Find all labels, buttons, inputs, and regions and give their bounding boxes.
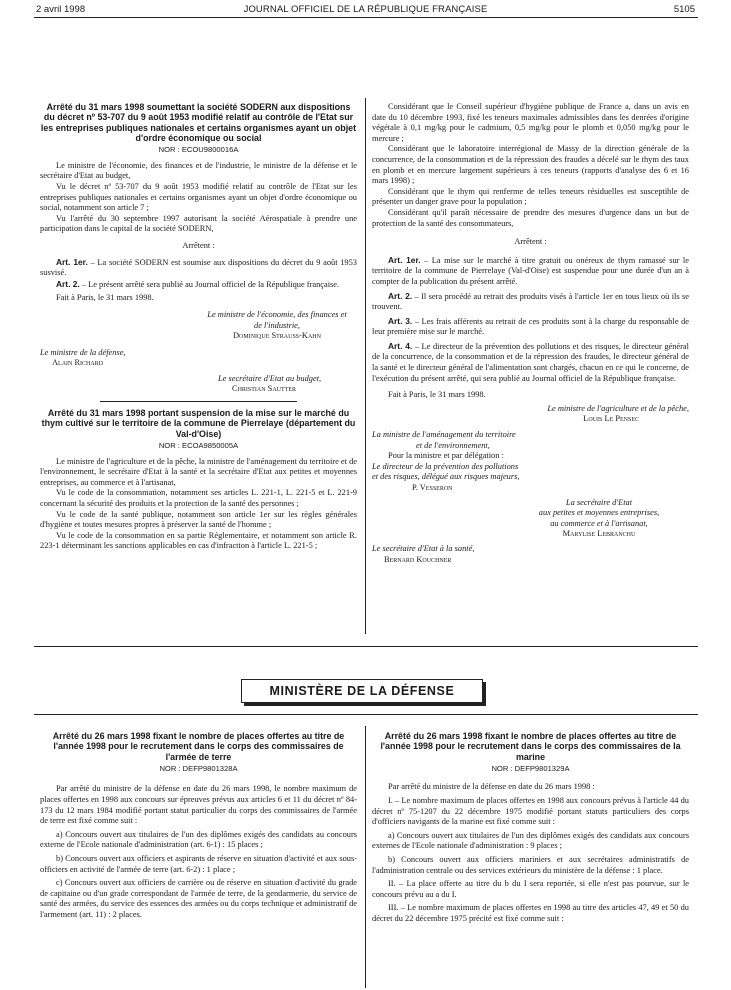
decree-marine [372,731,689,925]
signature-name: P. Vesseron [412,483,453,492]
paragraph: Considérant qu'il paraît nécessaire de prendre des mesures d'urgence dans un but de protection de la santé des consommateurs, [372,207,689,228]
article-label: Art. 4. [388,340,413,351]
article-2 [372,291,689,313]
signature-block [40,310,357,342]
article-label: Art. 3. [388,315,413,326]
article-text: – La mise sur le marché à titre gratuit ou onéreux de thym ramassé sur le territoire de la commune de Pierrelaye (Val-d'Oise) est suspendue pour une durée d'un an à compter de la publication du présent arrêté. [372,255,689,286]
nor-reference: NOR : ECOU9800016A [158,145,239,155]
arretent-heading: Arrêtent : [514,237,547,247]
separator [100,401,297,402]
signature-block [40,374,357,395]
signature-name: Bernard Kouchner [384,554,452,564]
column-divider-bottom [365,726,366,988]
signature-role: au commerce et à l'artisanat, [550,518,648,528]
signature-role: et des risques, délégué aux risques majeurs, [372,472,520,482]
paragraph: Vu le décret nº 53-707 du 9 août 1953 modifié relatif au contrôle de l'Etat sur les entreprises publiques nationales et certains organismes ayant un objet d'ordre économique ou social, notamment son article 7 ; [40,181,357,213]
paragraph: Vu le code de la consommation en sa partie Réglementaire, et notamment son article R. 223-1 déterminant les sanctions applicables en cas d'infraction à l'article L. 221-5 ; [40,530,357,551]
decree-title: Arrêté du 31 mars 1998 soumettant la société SODERN aux dispositions du décret nº 53-707 du 9 août 1953 modifié relatif au contrôle de l'Etat sur les entreprises publiques nationales et certains organismes ayant un objet d'ordre économique ou social [40,102,357,143]
paragraph: a) Concours ouvert aux titulaires de l'un des diplômes exigés des candidats aux concours externes de l'Ecole nationale d'administration : 9 places ; [372,830,689,851]
fait-a-paris: Fait à Paris, le 31 mars 1998. [56,293,154,303]
paragraph: Le ministre de l'agriculture et de la pêche, la ministre de l'aménagement du territoire et de l'environnement, le secrétaire d'Etat à la santé et la secrétaire d'Etat aux petites et moyennes entreprises, au commerce et à l'artisanat, [40,456,357,487]
right-column-top [372,102,689,565]
signature-role: Le secrétaire d'Etat à la santé, [372,543,475,553]
paragraph: Par arrêté du ministre de la défense en date du 26 mars 1998 : [388,782,595,792]
paragraph: Considérant que le thym qui renferme de telles teneurs résiduelles est susceptible de présenter un danger grave pour la population ; [372,186,689,207]
signature-role: Le ministre de l'agriculture et de la pêche, [547,403,689,413]
signature-role: Le ministre de la défense, [40,347,126,357]
article-text: – La société SODERN est soumise aux dispositions du décret du 9 août 1953 susvisé. [40,257,357,278]
signature-role: aux petites et moyennes entreprises, [538,508,660,518]
section-rule [34,646,698,647]
signature-name: Alain Richard [52,358,104,368]
article-text: – Les frais afférents au retrait de ces produits sont à la charge du responsable de leur première mise sur le marché. [372,316,689,337]
signature-role: et de l'environnement, [416,440,490,450]
nor-reference: NOR : DEFP9801329A [491,763,570,773]
header-rule [34,17,698,18]
article-1 [40,257,357,279]
paragraph: Le ministre de l'économie, des finances et de l'industrie, le ministre de la défense et le secrétaire d'Etat au budget, [40,160,357,181]
signature-block [372,544,689,565]
paragraph: b) Concours ouvert aux officiers et aspirants de réserve en situation d'activité et aux sous-officiers en activité de l'armée de terre (art. 6-2) : 1 place ; [40,854,357,874]
ministry-banner: MINISTÈRE DE LA DÉFENSE [241,679,483,703]
decree-thym [40,408,357,552]
paragraph: II. – La place offerte au titre du b du I sera reportée, si elle n'est pas pourvue, sur le concours prévu au a du I. [372,879,689,899]
fait-a-paris: Fait à Paris, le 31 mars 1998. [388,390,486,400]
paragraph: Vu l'arrêté du 30 septembre 1997 autorisant la société Aérospatiale à prendre une participation dans le capital de la société SODERN, [40,213,357,234]
signature-name: Louis Le Pensec [583,414,639,424]
paragraph: Considérant que le Conseil supérieur d'hygiène publique de France a, dans un avis en date du 10 décembre 1993, fixé les teneurs maximales admissibles dans les denrées d'origine végétale à 0,1 mg/kg pour le cadmium, 0,5 mg/kg pour le plomb et 0,050 mg/kg pour le mercure ; [372,102,689,143]
article-label: Art. 2. [388,290,413,301]
paragraph: III. – Le nombre maximum de places offertes en 1998 au titre des articles 47, 49 et 50 du décret du 22 décembre 1975 précité est fixé comme suit : [372,903,689,924]
paragraph: I. – Le nombre maximum de places offertes en 1998 aux concours prévus à l'article 44 du décret nº 75-1207 du 22 décembre 1975 modifié portant statuts particuliers des corps d'officiers navigants de la marine est fixé comme suit : [372,796,689,827]
paragraph: c) Concours ouvert aux officiers de carrière ou de réserve en situation d'activité du grade de capitaine ou d'un grade correspondant de l'armée de terre, de la gendarmerie, du service de santé des armées, du service des essences des armées ou du corps technique et administratif de l'armement (art. 11) : 2 places. [40,878,357,920]
paragraph: b) Concours ouvert aux officiers mariniers et aux secrétaires administratifs de l'administration centrale ou des services extérieurs du ministère de la défense : 1 place. [372,855,689,875]
article-2 [40,279,357,291]
signature-role: La secrétaire d'Etat [565,497,633,507]
section-rule [34,714,698,715]
left-column-top [40,102,357,552]
signature-block [372,404,689,425]
decree-armee-de-terre [40,731,357,921]
signature-block [40,348,357,369]
signature-name: Christian Sautter [232,384,296,394]
nor-reference: NOR : DEFP9801328A [159,763,238,773]
delegation-line: Pour la ministre et par délégation : [388,451,504,461]
signature-role: Le ministre de l'économie, des finances et de l'industrie, [207,309,347,330]
decree-sodern [40,102,357,395]
issue-date: 2 avril 1998 [36,4,86,15]
paragraph: a) Concours ouvert aux titulaires de l'un des diplômes exigés des candidats au concours externe de l'Ecole nationale d'administration (art. 6-1) : 15 places ; [40,829,357,850]
nor-reference: NOR : ECOA9850005A [158,440,239,450]
decree-title: Arrêté du 31 mars 1998 portant suspension de la mise sur le marché du thym cultivé sur le territoire de la commune de Pierrelaye (département du Val-d'Oise) [41,408,356,439]
decree-title: Arrêté du 26 mars 1998 fixant le nombre de places offertes au titre de l'année 1998 pour le recrutement dans le corps des commissaires de l'armée de terre [52,731,345,762]
article-text: – Il sera procédé au retrait des produits visés à l'article 1er en tous lieux où ils se trouvent. [372,291,689,312]
article-4 [372,341,689,384]
signature-block [372,430,689,494]
decree-title: Arrêté du 26 mars 1998 fixant le nombre de places offertes au titre de l'année 1998 pour le recrutement dans le corps des commissaires de la marine [380,731,681,762]
article-text: – Le directeur de la prévention des pollutions et des risques, le directeur général de la concurrence, de la consommation et de la répression des fraudes, le directeur général de la santé et le directeur général de l'alimentation sont chargés, chacun en ce qui le concerne, de l'exécution du présent arrêté, qui sera publié au Journal officiel de la République française. [372,341,689,383]
signature-role: Le directeur de la prévention des pollutions [372,461,519,471]
article-text: – Le présent arrêté sera publié au Journal officiel de la République française. [79,279,340,289]
paragraph: Par arrêté du ministre de la défense en date du 26 mars 1998, le nombre maximum de places offertes en 1998 aux concours sur épreuves prévus aux articles 6 et 11 du décret nº 84-173 du 12 mars 1984 modifié portant statut particulier du corps des commissaires de l'armée de terre est fixé comme suit : [40,784,357,826]
article-label: Art. 2. [56,278,80,289]
article-1 [372,255,689,288]
article-3 [372,316,689,338]
signature-role: Le secrétaire d'Etat au budget, [218,373,322,383]
signature-block [509,498,689,540]
column-divider-top [365,98,366,634]
paragraph: Vu le code de la consommation, notamment ses articles L. 221-1, L. 221-5 et L. 221-9 concernant la sécurité des produits et la protection de la santé des personnes ; [40,488,357,508]
paragraph: Vu le code de la santé publique, notamment son article 1er sur les règles générales d'hygiène et toutes mesures propres à préserver la santé de l'homme ; [40,509,357,530]
paragraph: Considérant que le laboratoire interrégional de Massy de la direction générale de la concurrence, de la consommation et de la répression des fraudes a décelé sur le thym des taux en plomb et en mercure largement supérieurs à ces teneurs (rapports d'analyse des 6 et 16 mars 1998) ; [372,144,689,186]
signature-role: La ministre de l'aménagement du territoire [372,430,516,440]
signature-name: Dominique Strauss-Kahn [233,331,321,341]
page-number: 5105 [673,4,695,15]
arretent-heading: Arrêtent : [182,240,215,250]
article-label: Art. 1er. [388,254,421,265]
article-label: Art. 1er. [56,256,88,267]
signature-name: Marylise Lebranchu [562,529,636,539]
journal-title: JOURNAL OFFICIEL DE LA RÉPUBLIQUE FRANÇAISE [243,4,488,15]
